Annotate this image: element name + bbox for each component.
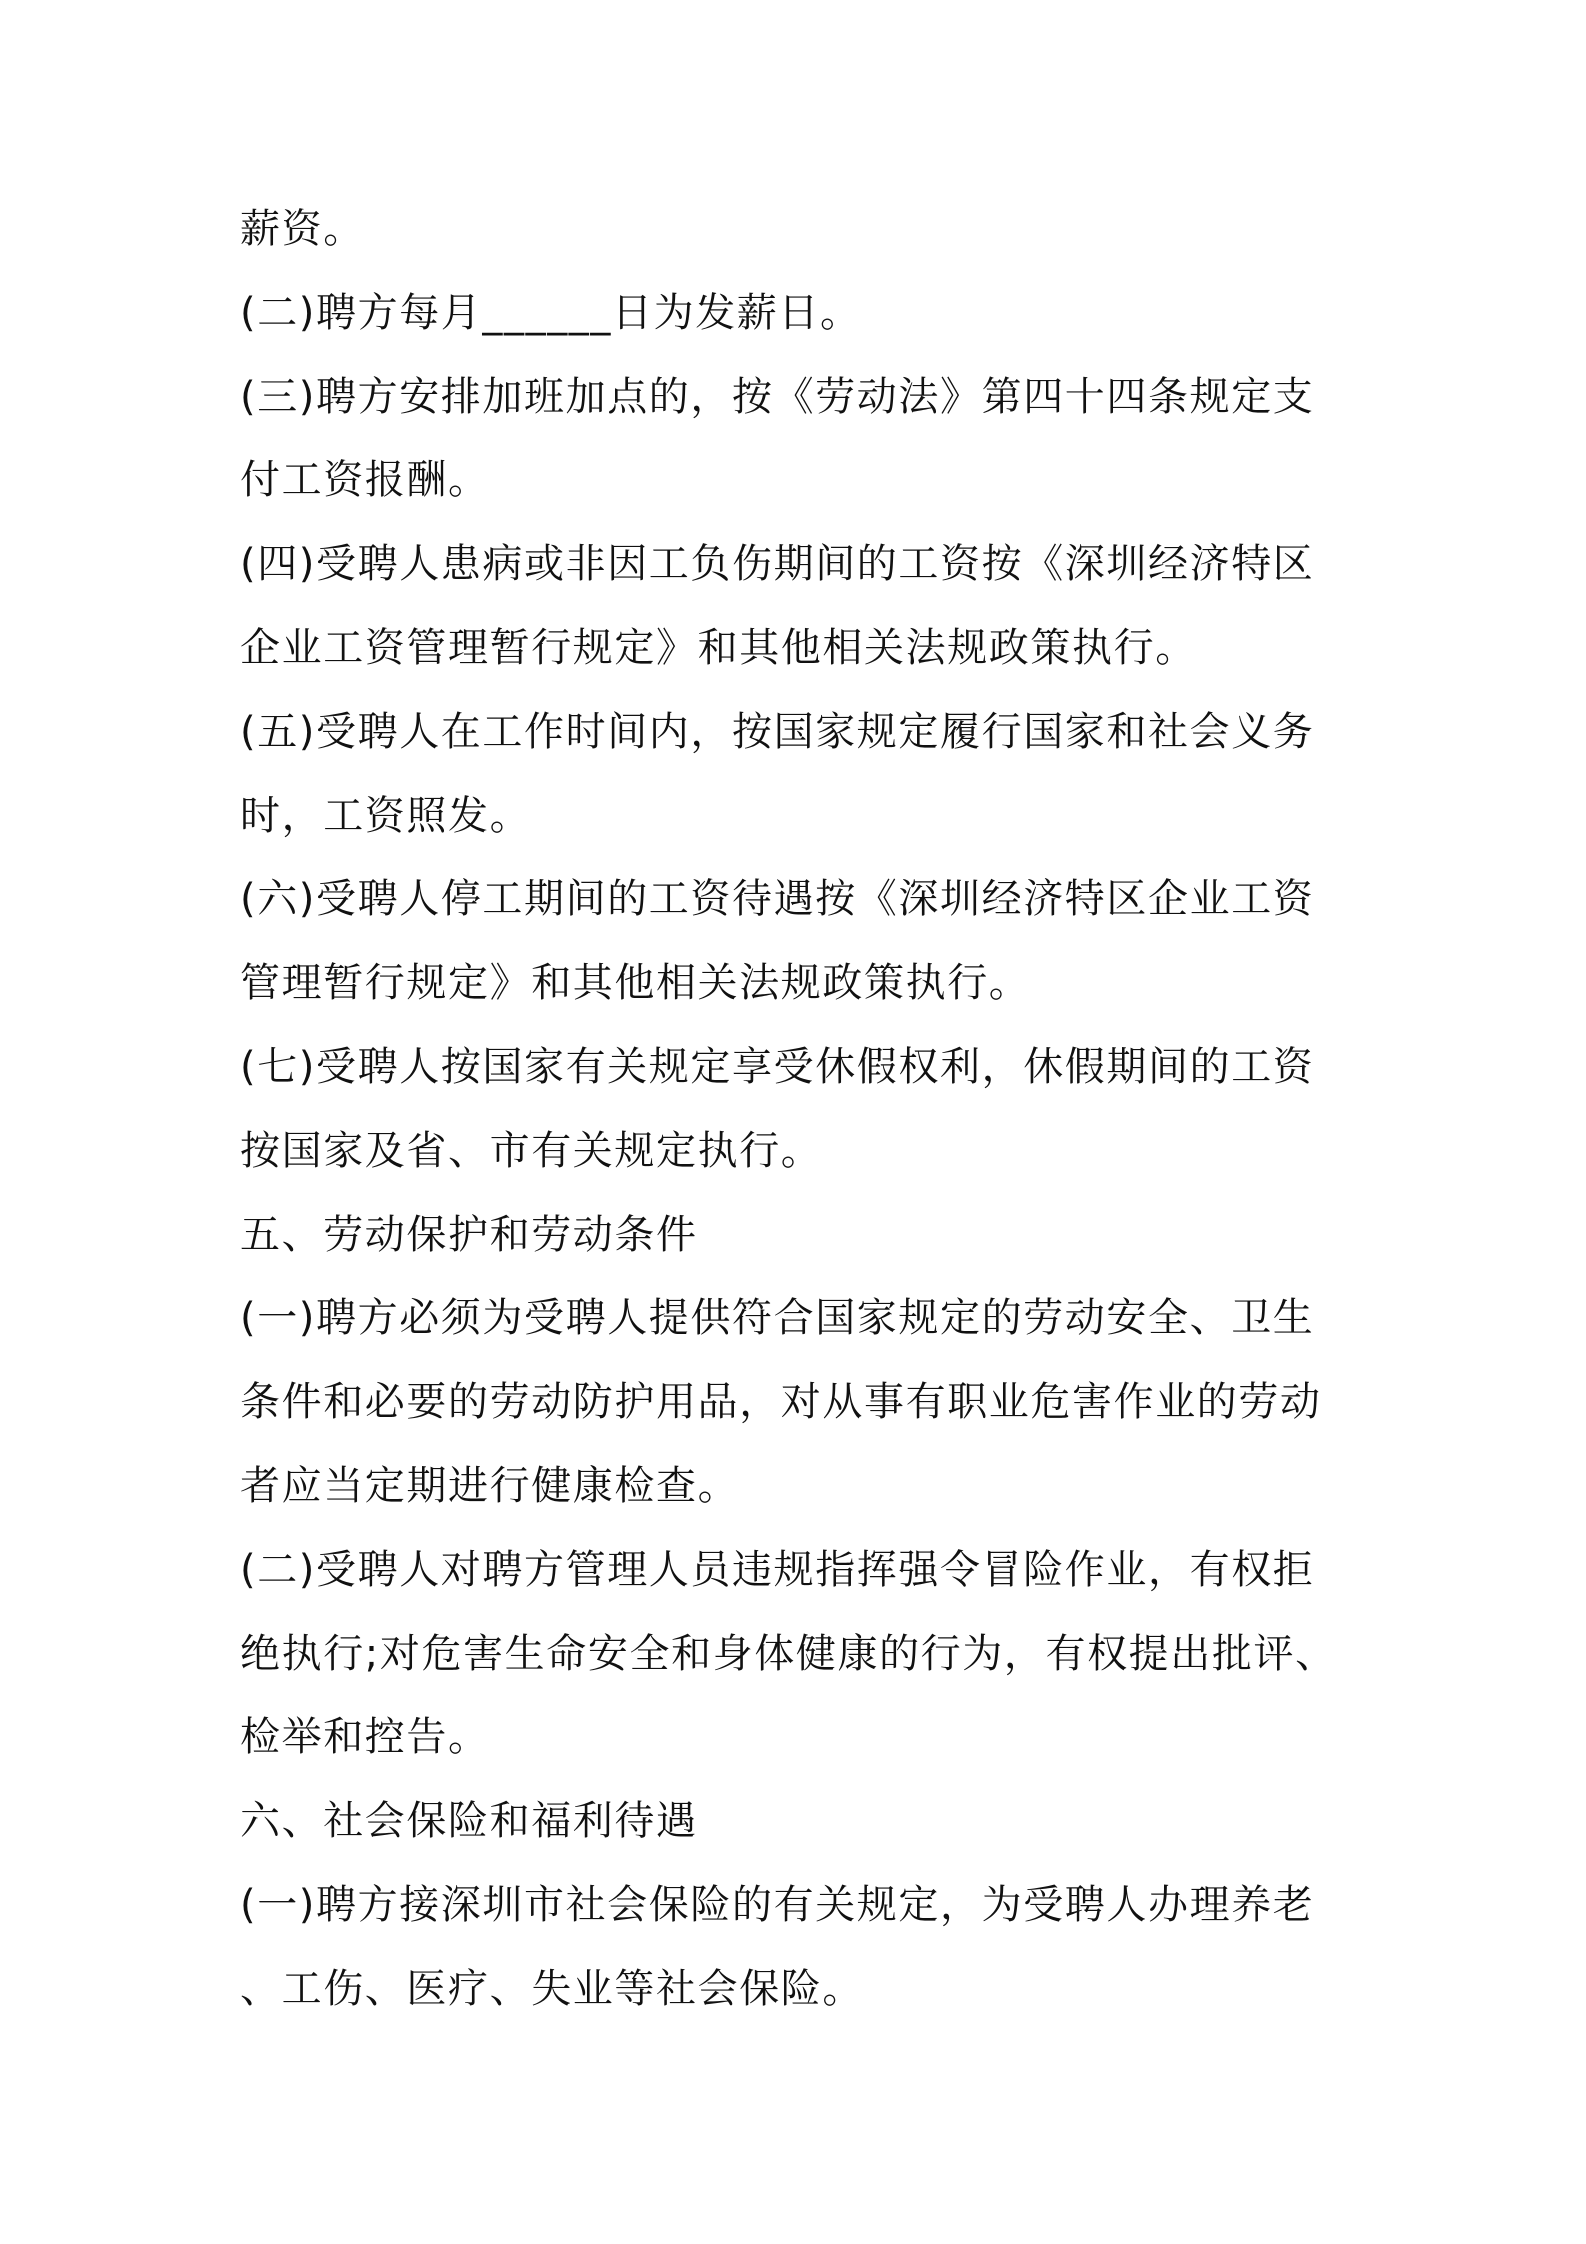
text-line-12: 按国家及省、市有关规定执行。	[240, 1127, 823, 1174]
text-line-2: (二)聘方每月______日为发薪日。	[240, 289, 862, 336]
text-line-5: (四)受聘人患病或非因工负伤期间的工资按《深圳经济特区	[240, 541, 1315, 588]
text-line-16: 者应当定期进行健康检查。	[240, 1462, 740, 1509]
text-line-19: 检举和控告。	[240, 1714, 490, 1761]
text-line-21: (一)聘方接深圳市社会保险的有关规定，为受聘人办理养老	[240, 1881, 1315, 1928]
text-line-14: (一)聘方必须为受聘人提供符合国家规定的劳动安全、卫生	[240, 1295, 1315, 1342]
text-line-18: 绝执行;对危害生命安全和身体健康的行为，有权提出批评、	[240, 1630, 1337, 1677]
text-line-1: 薪资。	[240, 206, 365, 252]
document-body	[240, 188, 1360, 2032]
text-line-15: 条件和必要的劳动防护用品，对从事有职业危害作业的劳动	[240, 1379, 1322, 1426]
text-line-10: 管理暂行规定》和其他相关法规政策执行。	[240, 960, 1031, 1007]
section-heading-6: 六、社会保险和福利待遇	[240, 1798, 698, 1845]
text-line-4: 付工资报酬。	[240, 457, 490, 504]
text-line-3: (三)聘方安排加班加点的，按《劳动法》第四十四条规定支	[240, 373, 1315, 420]
text-line-9: (六)受聘人停工期间的工资待遇按《深圳经济特区企业工资	[240, 876, 1315, 923]
text-line-6: 企业工资管理暂行规定》和其他相关法规政策执行。	[240, 624, 1197, 671]
text-line-8: 时，工资照发。	[240, 792, 532, 839]
text-line-11: (七)受聘人按国家有关规定享受休假权利，休假期间的工资	[240, 1043, 1315, 1090]
text-line-22: 、工伤、医疗、失业等社会保险。	[240, 1965, 864, 2012]
text-line-17: (二)受聘人对聘方管理人员违规指挥强令冒险作业，有权拒	[240, 1546, 1315, 1593]
text-line-7: (五)受聘人在工作时间内，按国家规定履行国家和社会义务	[240, 708, 1315, 755]
section-heading-5: 五、劳动保护和劳动条件	[240, 1211, 698, 1258]
